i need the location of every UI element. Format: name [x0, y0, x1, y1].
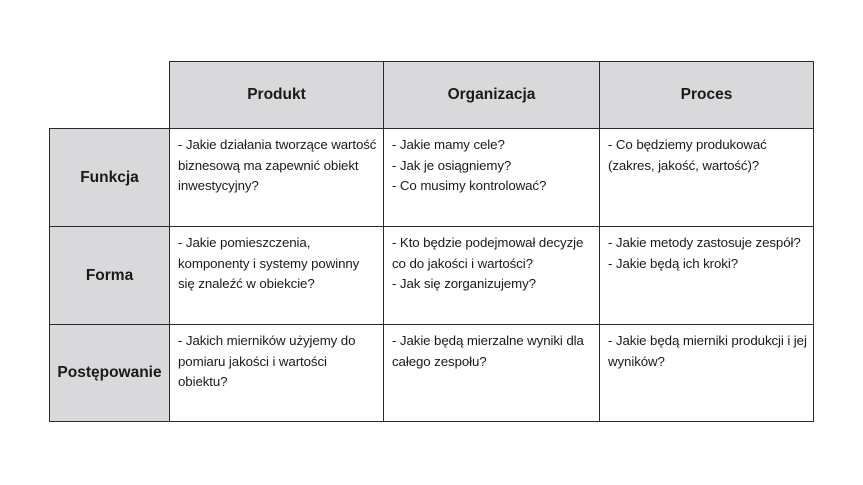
cell-forma-produkt — [170, 227, 384, 325]
cell-question: - Jak się zorganizujemy? — [392, 276, 536, 291]
question-matrix-table — [49, 61, 814, 422]
column-header-proces: Proces — [600, 62, 814, 129]
cell-question: - Jakie pomieszczenia, komponenty i systemy powinny się znaleźć w obiekcie? — [178, 235, 360, 291]
table-row-funkcja — [50, 129, 814, 227]
cell-question: - Jakie mamy cele? — [392, 137, 505, 152]
cell-question: - Jakie metody zastosuje zespół? — [608, 235, 801, 250]
table-row-forma — [50, 227, 814, 325]
row-header-forma: Forma — [50, 227, 170, 325]
cell-question: - Co będziemy produkować (zakres, jakość, wartość)? — [608, 137, 767, 173]
cell-postepowanie-proces — [600, 325, 814, 422]
cell-postepowanie-organizacja — [384, 325, 600, 422]
cell-funkcja-produkt — [170, 129, 384, 227]
cell-question: - Jakich mierników użyjemy do pomiaru jakości i wartości obiektu? — [178, 333, 356, 389]
cell-question: - Jakie będą mierniki produkcji i jej wyników? — [608, 333, 807, 369]
header-row — [50, 62, 814, 129]
corner-cell — [50, 62, 170, 129]
cell-forma-organizacja — [384, 227, 600, 325]
column-header-organizacja: Organizacja — [384, 62, 600, 129]
cell-question: - Kto będzie podejmował decyzje co do jakości i wartości? — [392, 235, 584, 271]
cell-question: - Jak je osiągniemy? — [392, 157, 512, 173]
column-header-produkt: Produkt — [170, 62, 384, 129]
cell-funkcja-organizacja — [384, 129, 600, 227]
cell-forma-proces — [600, 227, 814, 325]
cell-question: - Jakie będą ich kroki? — [608, 255, 738, 271]
cell-question: - Co musimy kontrolować? — [392, 178, 547, 193]
cell-question: - Jakie będą mierzalne wyniki dla całego zespołu? — [392, 333, 584, 369]
row-header-funkcja: Funkcja — [50, 129, 170, 227]
cell-funkcja-proces — [600, 129, 814, 227]
table-row-postepowanie — [50, 325, 814, 422]
row-header-postepowanie: Postępowanie — [50, 325, 170, 422]
cell-postepowanie-produkt — [170, 325, 384, 422]
cell-question: - Jakie działania tworzące wartość biznesową ma zapewnić obiekt inwestycyjny? — [178, 137, 377, 193]
